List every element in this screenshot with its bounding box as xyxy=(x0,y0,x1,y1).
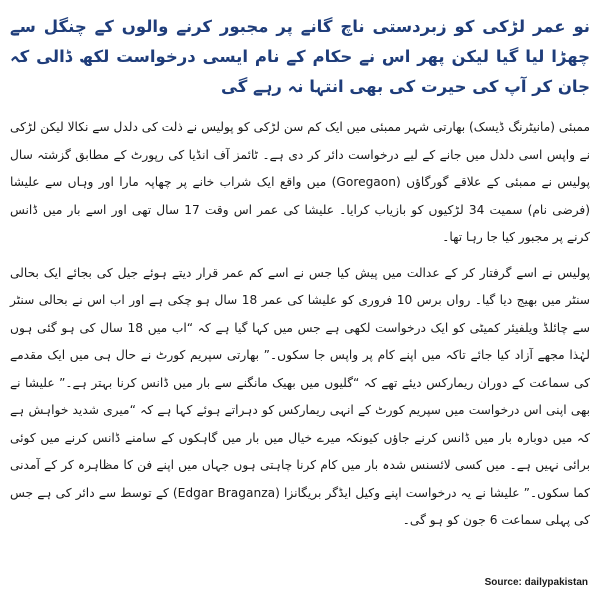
source-credit: Source: dailypakistan xyxy=(484,577,588,588)
article xyxy=(10,12,590,543)
article-headline: نو عمر لڑکی کو زبردستی ناچ گانے پر مجبور کرنے والوں کے چنگل سے چھڑا لیا گیا لیکن پھر اس نے حکام کے نام ایسی درخواست لکھ ڈالی کہ جان کر آپ کی حیرت کی بھی انتہا نہ رہے گی xyxy=(10,17,590,96)
article-paragraph-1: ممبئی (مانیٹرنگ ڈیسک) بھارتی شہر ممبئی میں ایک کم سن لڑکی کو پولیس نے ذلت کی دلدل سے نکالا لیکن لڑکی نے واپس اسی دلدل میں جانے کے لیے درخواست دائر کر دی ہے۔ ٹائمز آف انڈیا کی رپورٹ کے مطابق گزشتہ سال پولیس نے ممبئی کے علاقے گورگاؤں (Goregaon) میں واقع ایک شراب خانے پر چھاپہ مارا اور وہاں سے علیشا (فرضی نام) سمیت 34 لڑکیوں کو بازیاب کرایا۔ علیشا کی عمر اس وقت 17 سال تھی اور اسے بار میں ڈانس کرنے پر مجبور کیا جا رہا تھا۔ xyxy=(10,120,591,244)
article-paragraph-2: پولیس نے اسے گرفتار کر کے عدالت میں پیش کیا جس نے اسے کم عمر قرار دیتے ہوئے جیل کی بجائے ایک بحالی سنٹر میں بھیج دیا گیا۔ رواں برس 10 فروری کو علیشا کی عمر 18 سال ہو چکی ہے اور اب اس نے بحالی سنٹر سے چائلڈ ویلفیئر کمیٹی کو ایک درخواست لکھی ہے جس میں کہا گیا ہے کہ “اب میں 18 سال کی ہو گئی ہوں لہٰذا مجھے آزاد کیا جائے تاکہ میں اپنے کام پر واپس جا سکوں۔” بھارتی سپریم کورٹ نے حال ہی میں ایک مقدمے کی سماعت کے دوران ریمارکس دیئے تھے کہ “گلیوں میں بھیک مانگنے سے بار میں ڈانس کرنا بہتر ہے۔” علیشا نے بھی اپنی اس درخواست میں سپریم کورٹ کے انہی ریمارکس کو دہراتے ہوئے کہا ہے کہ “میری شدید خواہش ہے کہ میں دوبارہ بار میں ڈانس کرنے جاؤں کیونکہ میرے خیال میں بار میں گاہکوں کے سامنے ڈانس کرنے میں کوئی برائی نہیں ہے۔ میں کسی لائسنس شدہ بار میں کام کرنا چاہتی ہوں جہاں میں اپنے فن کا مظاہرہ کر کے آمدنی کما سکوں۔” علیشا نے یہ درخواست اپنے وکیل ایڈگر بریگانزا (Edgar Braganza) کے توسط سے دائر کی ہے جس کی پہلی سماعت 6 جون کو ہو گی۔ xyxy=(10,265,591,527)
